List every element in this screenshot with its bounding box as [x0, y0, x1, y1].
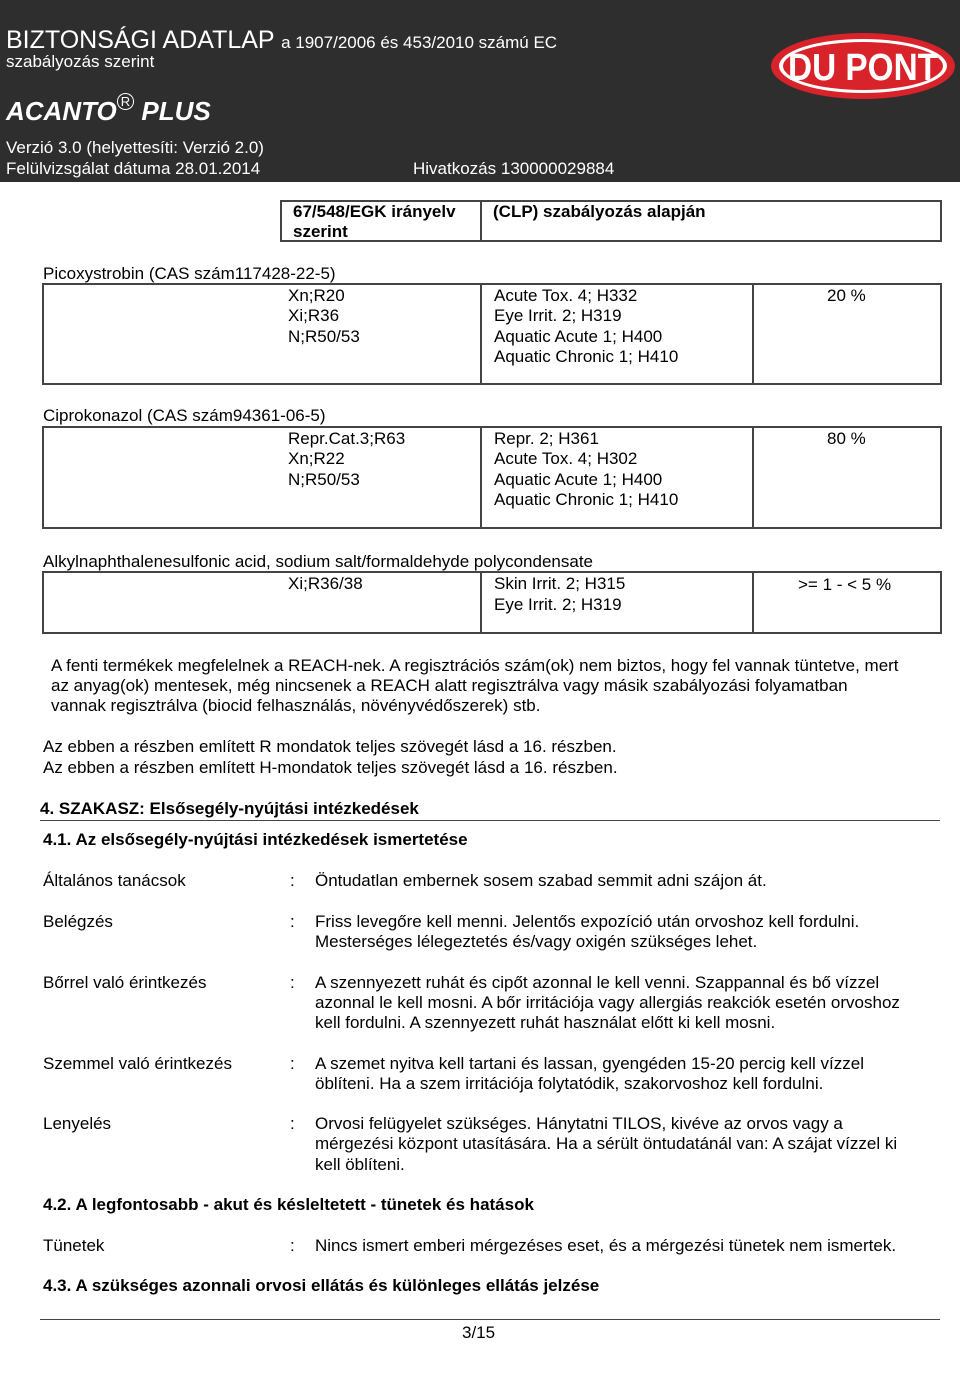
- document-title-sub: a 1907/2006 és 453/2010 számú EC: [281, 33, 558, 52]
- dsd-classification: Xi;R36/38: [288, 574, 363, 593]
- footer-divider: [40, 1319, 940, 1320]
- first-aid-text-skin: azonnal le kell mosni. A bőr irritációja vagy allergiás reakciók esetén orvoshoz: [315, 993, 900, 1012]
- product-name-suffix: PLUS: [141, 96, 211, 126]
- first-aid-text-ingestion: Orvosi felügyelet szükséges. Hánytatni TILOS, kivéve az orvos vagy a: [315, 1114, 843, 1133]
- clp-classification: Acute Tox. 4; H302: [494, 449, 638, 468]
- section-4-title: 4. SZAKASZ: Elsősegély-nyújtási intézkedések: [40, 799, 419, 818]
- subsection-4-1-title: 4.1. Az elsősegély-nyújtási intézkedések ismertetése: [43, 830, 468, 849]
- version-text: Verzió 3.0 (helyettesíti: Verzió 2.0): [6, 138, 264, 157]
- subsection-4-3-title: 4.3. A szükséges azonnali orvosi ellátás és különleges ellátás jelzése: [43, 1276, 600, 1295]
- table-divider: [480, 283, 482, 385]
- label-separator: :: [290, 1054, 295, 1073]
- table-divider: [480, 426, 482, 529]
- clp-classification: Aquatic Acute 1; H400: [494, 470, 663, 489]
- reach-note-line: az anyag(ok) mentesek, még nincsenek a REACH alatt regisztrálva vagy másik szabályozási folyamatban: [51, 676, 848, 695]
- concentration: 80 %: [827, 429, 866, 448]
- dsd-classification: Xi;R36: [288, 306, 340, 325]
- substance-name: Alkylnaphthalenesulfonic acid, sodium salt/formaldehyde polycondensate: [43, 552, 594, 571]
- document-title: [6, 26, 557, 55]
- first-aid-label-ingestion: Lenyelés: [43, 1114, 112, 1133]
- first-aid-label-inhalation: Belégzés: [43, 912, 113, 931]
- substance-row: [42, 283, 942, 385]
- document-title-main: BIZTONSÁGI ADATLAP: [6, 26, 275, 54]
- clp-classification: Eye Irrit. 2; H319: [494, 595, 622, 614]
- first-aid-text-skin: kell fordulni. A szennyezett ruhát használat előtt ki kell mosni.: [315, 1013, 776, 1032]
- clp-classification: Repr. 2; H361: [494, 429, 599, 448]
- first-aid-text-eyes: A szemet nyitva kell tartani és lassan, gyengéden 15-20 percig kell vízzel: [315, 1054, 865, 1073]
- section-divider: [40, 820, 940, 821]
- first-aid-text-ingestion: mérgezési központ utasítására. Ha a sérült öntudatánál van: A szájat vízzel ki: [315, 1134, 898, 1153]
- symptoms-label: Tünetek: [43, 1236, 105, 1255]
- h-phrases-note: Az ebben a részben említett H-mondatok teljes szövegét lásd a 16. részben.: [43, 758, 618, 777]
- label-separator: :: [290, 1236, 295, 1255]
- substance-row: [42, 426, 942, 529]
- clp-classification: Aquatic Chronic 1; H410: [494, 490, 679, 509]
- first-aid-label-skin: Bőrrel való érintkezés: [43, 973, 207, 992]
- registered-mark: R: [117, 93, 134, 110]
- clp-classification: Eye Irrit. 2; H319: [494, 306, 622, 325]
- logo-text: DU PONT: [788, 47, 938, 89]
- first-aid-text-inhalation: Mesterséges lélegeztetés és/vagy oxigén szükséges lehet.: [315, 932, 758, 951]
- reference-number: Hivatkozás 130000029884: [413, 159, 615, 178]
- table-divider: [752, 426, 754, 529]
- table-divider: [752, 283, 754, 385]
- label-separator: :: [290, 912, 295, 931]
- clp-classification: Acute Tox. 4; H332: [494, 286, 638, 305]
- label-separator: :: [290, 973, 295, 992]
- dsd-header-line1: 67/548/EGK irányelv: [293, 202, 456, 221]
- table-divider: [480, 571, 482, 634]
- document-header: [0, 0, 960, 182]
- first-aid-label-eyes: Szemmel való érintkezés: [43, 1054, 232, 1073]
- first-aid-text-eyes: öblíteni. Ha a szem irritációja folytatódik, szakorvoshoz kell fordulni.: [315, 1074, 824, 1093]
- r-phrases-note: Az ebben a részben említett R mondatok teljes szövegét lásd a 16. részben.: [43, 737, 617, 756]
- first-aid-text-ingestion: kell öblíteni.: [315, 1155, 405, 1174]
- concentration: 20 %: [827, 286, 866, 305]
- first-aid-text-inhalation: Friss levegőre kell menni. Jelentős expozíció után orvoshoz kell fordulni.: [315, 912, 860, 931]
- first-aid-text-skin: A szennyezett ruhát és cipőt azonnal le kell venni. Szappannal és bő vízzel: [315, 973, 880, 992]
- dupont-logo: [768, 30, 958, 102]
- subsection-4-2-title: 4.2. A legfontosabb - akut és késleltetett - tünetek és hatások: [43, 1195, 534, 1214]
- label-separator: :: [290, 1114, 295, 1133]
- symptoms-text: Nincs ismert emberi mérgezéses eset, és a mérgezési tünetek nem ismertek.: [315, 1236, 897, 1255]
- product-name: [6, 96, 211, 127]
- dsd-classification: N;R50/53: [288, 327, 360, 346]
- reach-note-line: A fenti termékek megfelelnek a REACH-nek. A regisztrációs szám(ok) nem biztos, hogy fel vannak tüntetve, mert: [51, 656, 899, 675]
- page-number: 3/15: [462, 1323, 496, 1342]
- product-name-main: ACANTO: [6, 96, 117, 126]
- reach-note-line: vannak regisztrálva (biocid felhasználás, növényvédőszerek) stb.: [51, 696, 541, 715]
- substance-name: Ciprokonazol (CAS szám94361-06-5): [43, 406, 326, 425]
- clp-header: (CLP) szabályozás alapján: [493, 202, 706, 221]
- dsd-classification: Xn;R22: [288, 449, 345, 468]
- dsd-classification: Repr.Cat.3;R63: [288, 429, 406, 448]
- clp-classification: Skin Irrit. 2; H315: [494, 574, 626, 593]
- first-aid-label-general: Általános tanácsok: [43, 871, 186, 890]
- first-aid-text-general: Öntudatlan embernek sosem szabad semmit adni szájon át.: [315, 871, 767, 890]
- clp-classification: Aquatic Acute 1; H400: [494, 327, 663, 346]
- dsd-header-line2: szerint: [293, 222, 348, 241]
- dsd-classification: N;R50/53: [288, 470, 360, 489]
- concentration: >= 1 - < 5 %: [798, 575, 892, 594]
- substance-name: Picoxystrobin (CAS szám117428-22-5): [43, 264, 336, 283]
- table-divider: [480, 200, 482, 242]
- regulation-text: szabályozás szerint: [6, 52, 155, 71]
- clp-classification: Aquatic Chronic 1; H410: [494, 347, 679, 366]
- review-date: Felülvizsgálat dátuma 28.01.2014: [6, 159, 261, 178]
- label-separator: :: [290, 871, 295, 890]
- table-divider: [752, 571, 754, 634]
- dsd-classification: Xn;R20: [288, 286, 345, 305]
